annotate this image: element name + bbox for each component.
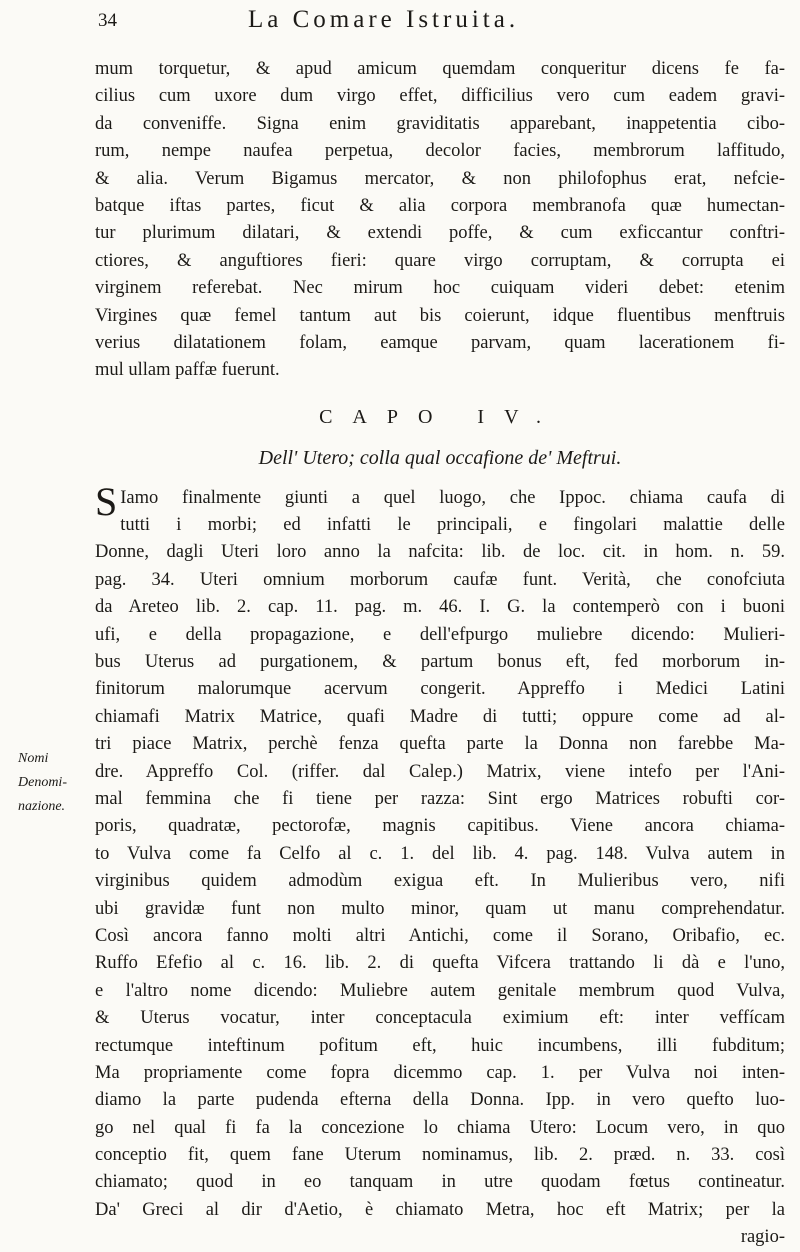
text-line: poris, quadratæ, pectorofæ, magnis capitibus. Viene ancora chiama-	[95, 816, 785, 837]
text-line: ubi gravidæ funt non multo minor, quam ut manu comprehendatur.	[95, 898, 785, 919]
catchword: ragio-	[740, 1227, 785, 1248]
text-line: e l'altro nome dicendo: Muliebre autem genitale membrum quod Vulva,	[95, 980, 785, 1001]
text-line: tutti i morbi; ed infatti le principali, e fingolari malattie delle	[120, 515, 785, 536]
drop-cap: S	[95, 478, 118, 524]
text-line: bus Uterus ad purgationem, & partum bonus eft, fed morborum in-	[95, 652, 785, 673]
margin-note-line: Denomi-	[18, 775, 67, 790]
text-line: batque iftas partes, ficut & alia corpora membranofa quæ humectan-	[95, 195, 785, 216]
margin-note-line: Nomi	[18, 751, 49, 766]
text-line: go nel qual fi fa la concezione lo chiama Utero: Locum vero, in quo	[95, 1117, 785, 1138]
text-line: Ruffo Efefio al c. 16. lib. 2. di quefta Vifcera trattando li dà e l'uno,	[95, 953, 785, 974]
text-line: to Vulva come fa Celfo al c. 1. del lib. 4. pag. 148. Vulva autem in	[95, 843, 785, 864]
text-line: rectumque inteftinum pofitum eft, huic incumbens, illi fubditum;	[95, 1035, 785, 1056]
text-line: Così ancora fanno molti altri Antichi, come il Sorano, Oribafio, ec.	[95, 925, 785, 946]
text-line: mum torquetur, & apud amicum quemdam conqueritur dicens fe fa-	[95, 59, 785, 79]
text-line: da Areteo lib. 2. cap. 11. pag. m. 46. I. G. la contemperò con i buoni	[95, 597, 785, 618]
margin-note-line: nazione.	[18, 799, 66, 814]
text-line: pag. 34. Uteri omnium morborum caufæ funt. Verità, che conofciuta	[95, 569, 785, 590]
text-line: mal femmina che fi tiene per razza: Sint ergo Matrices robufti cor-	[95, 788, 785, 809]
chapter-heading: CAPO IV.	[319, 405, 561, 428]
text-line: rum, nempe naufea perpetua, decolor facies, membrorum laffitudo,	[95, 141, 785, 162]
text-line: tur plurimum dilatari, & extendi poffe, & cum exficcantur conftri-	[95, 223, 785, 244]
text-line: cilius cum uxore dum virgo effet, difficilius vero cum eadem gravi-	[95, 86, 785, 107]
page-number: 34	[98, 10, 117, 31]
text-line: Ma propriamente come fopra dicemmo cap. 1. per Vulva noi inten-	[95, 1062, 785, 1083]
text-line: tri piace Matrix, perchè fenza quefta parte la Donna non farebbe Ma-	[95, 734, 785, 755]
body-text	[95, 56, 785, 1252]
text-line: & Uterus vocatur, inter conceptacula eximium eft: inter veffícam	[95, 1008, 785, 1029]
text-line: chiamafi Matrix Matrice, quafi Madre di tutti; oppure come ad al-	[95, 706, 785, 727]
paragraph-1	[95, 56, 785, 385]
paragraph-2	[95, 478, 785, 1225]
text-line: dre. Appreffo Col. (riffer. dal Calep.) Matrix, viene intefo per l'Ani-	[95, 761, 785, 782]
text-line: Donne, dagli Uteri loro anno la nafcita: lib. de loc. cit. in hom. n. 59.	[95, 542, 785, 563]
text-line: Da' Greci al dir d'Aetio, è chiamato Metra, hoc eft Matrix; per la	[95, 1199, 785, 1220]
text-line: verius dilatationem folam, eamque parvam, quam lacerationem fi-	[95, 332, 785, 353]
text-line: chiamato; quod in eo tanquam in utre quodam fœtus contineatur.	[95, 1172, 785, 1193]
page-header	[98, 6, 698, 36]
chapter-subtitle: Dell' Utero; colla qual occafione de' Meftrui.	[258, 446, 622, 469]
text-line: virginem referebat. Nec mirum hoc cuiquam videri debet: etenim	[95, 278, 785, 299]
text-line: & alia. Verum Bigamus mercator, & non philofophus erat, nefcie-	[95, 168, 785, 189]
running-title: La Comare Istruita.	[248, 6, 520, 33]
text-line: conceptio fit, quem fane Uterum nominamus, lib. 2. præd. n. 33. così	[95, 1145, 785, 1166]
text-line: finitorum malorumque acervum congerit. Appreffo i Medici Latini	[95, 679, 785, 700]
text-line: mul ullam paffæ fuerunt.	[95, 360, 280, 381]
text-line: virginibus quidem admodùm exigua eft. In Mulieribus vero, nifi	[95, 871, 785, 892]
margin-note	[18, 747, 88, 819]
text-line: ctiores, & anguftiores fieri: quare virgo corruptam, & corrupta ei	[95, 250, 785, 271]
text-line: da conveniffe. Signa enim graviditatis apparebant, inappetentia cibo-	[95, 113, 785, 134]
text-line: Virgines quæ femel tantum aut bis coierunt, idque fluentibus menftruis	[95, 305, 785, 326]
text-line: Iamo finalmente giunti a quel luogo, che Ippoc. chiama caufa di	[120, 487, 785, 508]
text-line: ufi, e della propagazione, e dell'efpurgo muliebre dicendo: Mulieri-	[95, 624, 785, 645]
text-line: diamo la parte pudenda efterna della Donna. Ipp. in vero quefto luo-	[95, 1090, 785, 1111]
